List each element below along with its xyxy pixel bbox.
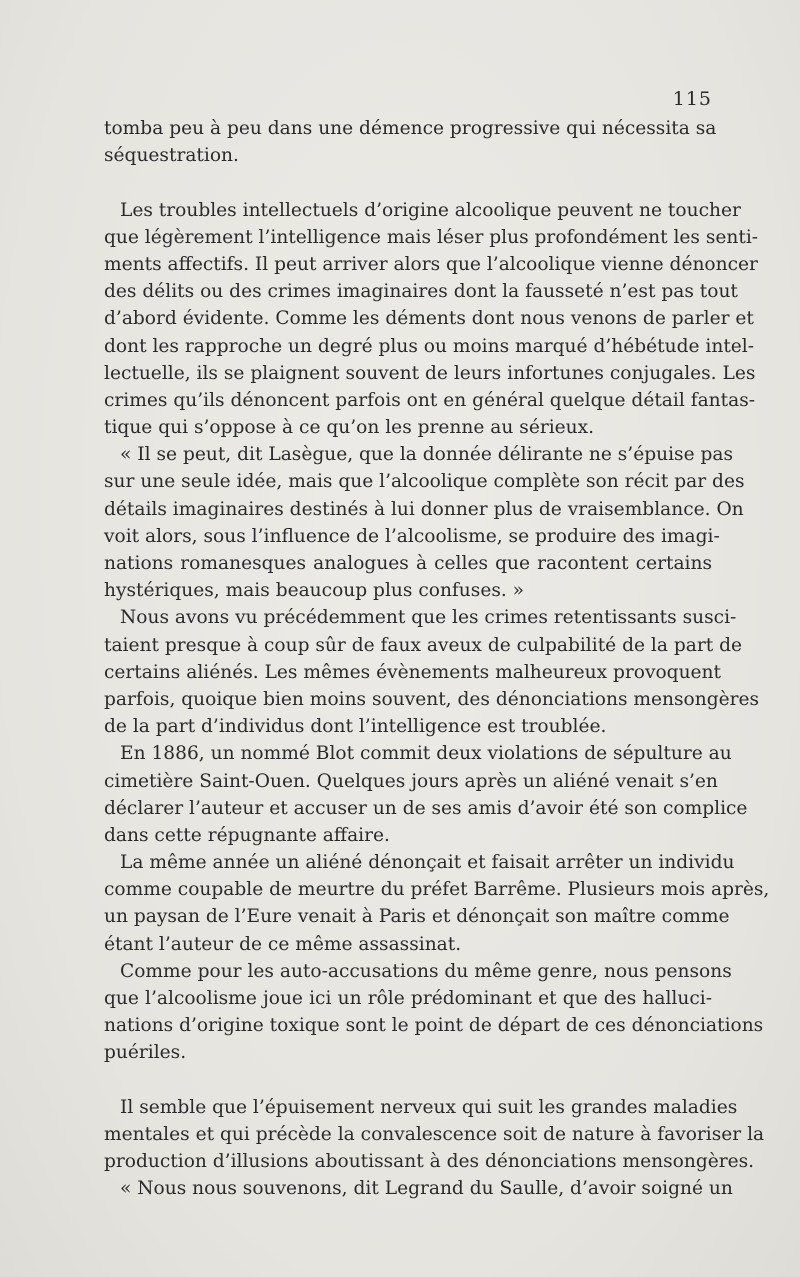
text-line: crimes qu’ils dénoncent parfois ont en général quelque détail fantas- bbox=[104, 389, 756, 411]
text-line: lectuelle, ils se plaignent souvent de leurs infortunes conjugales. Les bbox=[104, 362, 756, 384]
text-line: étant l’auteur de ce même assassinat. bbox=[104, 933, 462, 955]
text-line: voit alors, sous l’influence de l’alcoolisme, se produire des imagi- bbox=[104, 525, 720, 547]
text-line: dans cette répugnante affaire. bbox=[104, 824, 390, 846]
text-line: des délits ou des crimes imaginaires dont la fausseté n’est pas tout bbox=[104, 281, 738, 303]
text-line: puériles. bbox=[104, 1042, 187, 1064]
text-line: dont les rapproche un degré plus ou moins marqué d’hébétude intel- bbox=[104, 335, 755, 357]
text-line: mentales et qui précède la convalescence soit de nature à favoriser la bbox=[104, 1123, 765, 1145]
text-line: « Il se peut, dit Lasègue, que la donnée délirante ne s’épuise pas bbox=[120, 444, 734, 466]
text-line: « Nous nous souvenons, dit Legrand du Saulle, d’avoir soigné un bbox=[120, 1178, 733, 1200]
text-line: tique qui s’oppose à ce qu’on les prenne au sérieux. bbox=[104, 417, 595, 439]
page-number: 115 bbox=[672, 88, 712, 110]
text-line: La même année un aliéné dénonçait et faisait arrêter un individu bbox=[120, 852, 735, 874]
text-line: nations d’origine toxique sont le point de départ de ces dénonciations bbox=[104, 1015, 764, 1037]
text-line: que légèrement l’intelligence mais léser plus profondément les senti- bbox=[104, 226, 759, 248]
text-line: ments affectifs. Il peut arriver alors que l’alcoolique vienne dénoncer bbox=[104, 253, 758, 275]
paragraph-gap bbox=[104, 169, 712, 196]
text-line: Les troubles intellectuels d’origine alcoolique peuvent ne toucher bbox=[120, 199, 741, 221]
text-line: nations romanesques analogues à celles que racontent certains bbox=[104, 553, 712, 574]
text-line: séquestration. bbox=[104, 145, 239, 167]
body-text bbox=[104, 115, 770, 1203]
text-line: certains aliénés. Les mêmes évènements malheureux provoquent bbox=[104, 661, 722, 683]
text-line: comme coupable de meurtre du préfet Barrême. Plusieurs mois après, bbox=[104, 879, 770, 901]
text-line: cimetière Saint-Ouen. Quelques jours après un aliéné venait s’en bbox=[104, 770, 718, 792]
text-line: d’abord évidente. Comme les déments dont nous venons de parler et bbox=[104, 308, 754, 330]
text-line: déclarer l’auteur et accuser un de ses amis d’avoir été son complice bbox=[104, 797, 748, 819]
text-line: Nous avons vu précédemment que les crimes retentissants susci- bbox=[120, 607, 737, 629]
text-line: tomba peu à peu dans une démence progressive qui nécessita sa bbox=[104, 118, 717, 139]
text-line: détails imaginaires destinés à lui donner plus de vraisemblance. On bbox=[104, 498, 744, 520]
text-line: hystériques, mais beaucoup plus confuses. » bbox=[104, 580, 525, 602]
text-line: production d’illusions aboutissant à des dénonciations mensongères. bbox=[104, 1151, 755, 1173]
text-line: que l’alcoolisme joue ici un rôle prédominant et que des halluci- bbox=[104, 988, 712, 1009]
text-line: En 1886, un nommé Blot commit deux violations de sépulture au bbox=[120, 743, 732, 765]
text-line: un paysan de l’Eure venait à Paris et dénonçait son maître comme bbox=[104, 906, 730, 928]
text-line: Il semble que l’épuisement nerveux qui suit les grandes maladies bbox=[120, 1096, 738, 1118]
text-line: sur une seule idée, mais que l’alcoolique complète son récit par des bbox=[104, 471, 745, 493]
text-line: Comme pour les auto-accusations du même genre, nous pensons bbox=[120, 960, 732, 982]
paragraph-gap bbox=[104, 1067, 712, 1094]
text-line: parfois, quoique bien moins souvent, des dénonciations mensongères bbox=[104, 688, 760, 710]
text-line: taient presque à coup sûr de faux aveux de culpabilité de la part de bbox=[104, 634, 743, 656]
text-line: de la part d’individus dont l’intelligence est troublée. bbox=[104, 716, 607, 738]
